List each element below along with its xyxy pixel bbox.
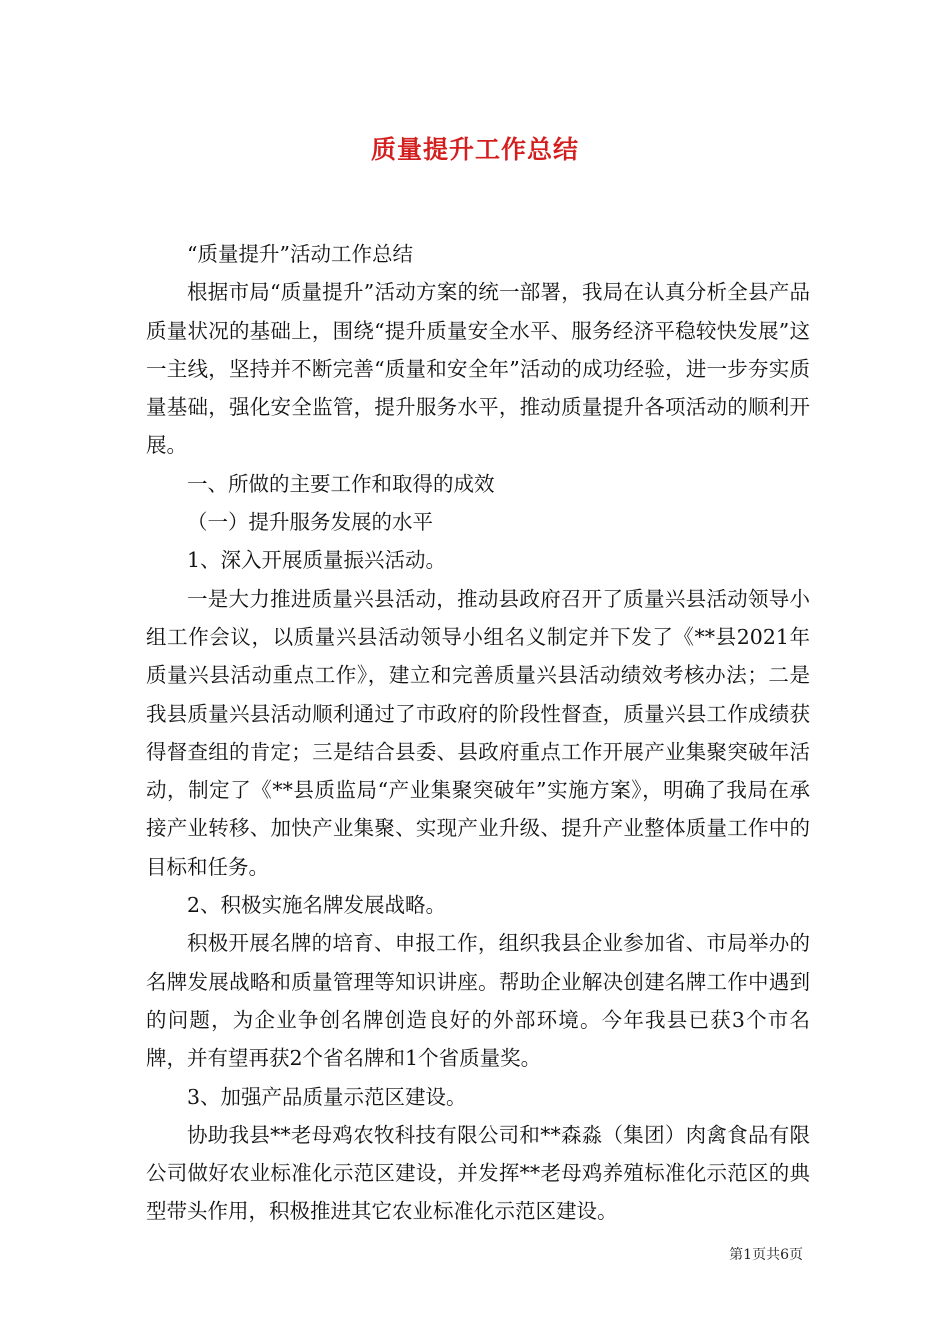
paragraph-intro: 根据市局“质量提升”活动方案的统一部署，我局在认真分析全县产品质量状况的基础上，围绕“提升质量安全水平、服务经济平稳较快发展”这一主线，坚持并不断完善“质量和安全年”活动的成功经验，进一步夯实质量基础，强化安全监管，提升服务水平，推动质量提升各项活动的顺利开展。 — [146, 280, 810, 458]
page-number: 第1页共6页 — [729, 1247, 803, 1263]
document-title: 质量提升工作总结 — [370, 135, 579, 164]
document-body — [146, 235, 810, 1231]
subsection-heading: （一）提升服务发展的水平 — [187, 510, 433, 535]
item-body-1: 一是大力推进质量兴县活动，推动县政府召开了质量兴县活动领导小组工作会议，以质量兴县活动领导小组名义制定并下发了《**县2021年质量兴县活动重点工作》，建立和完善质量兴县活动绩效考核办法；二是我县质量兴县活动顺利通过了市政府的阶段性督查，质量兴县工作成绩获得督查组的肯定；三是结合县委、县政府重点工作开展产业集聚突破年活动，制定了《**县质监局“产业集聚突破年”实施方案》，明确了我局在承接产业转移、加快产业集聚、实现产业升级、提升产业整体质量工作中的目标和任务。 — [146, 586, 810, 879]
item-body-2: 积极开展名牌的培育、申报工作，组织我县企业参加省、市局举办的名牌发展战略和质量管理等知识讲座。帮助企业解决创建名牌工作中遇到的问题，为企业争创名牌创造良好的外部环境。今年我县已获3个市名牌，并有望再获2个省名牌和1个省质量奖。 — [146, 931, 810, 1071]
item-body-3: 协助我县**老母鸡农牧科技有限公司和**森淼（集团）肉禽食品有限公司做好农业标准化示范区建设，并发挥**老母鸡养殖标准化示范区的典型带头作用，积极推进其它农业标准化示范区建设。 — [146, 1122, 810, 1224]
section-heading: 一、所做的主要工作和取得的成效 — [187, 471, 495, 496]
item-heading-1: 1、深入开展质量振兴活动。 — [187, 548, 447, 573]
item-heading-3: 3、加强产品质量示范区建设。 — [187, 1084, 467, 1109]
paragraph-subtitle: “质量提升”活动工作总结 — [187, 242, 413, 266]
item-heading-2: 2、积极实施名牌发展战略。 — [187, 893, 447, 918]
